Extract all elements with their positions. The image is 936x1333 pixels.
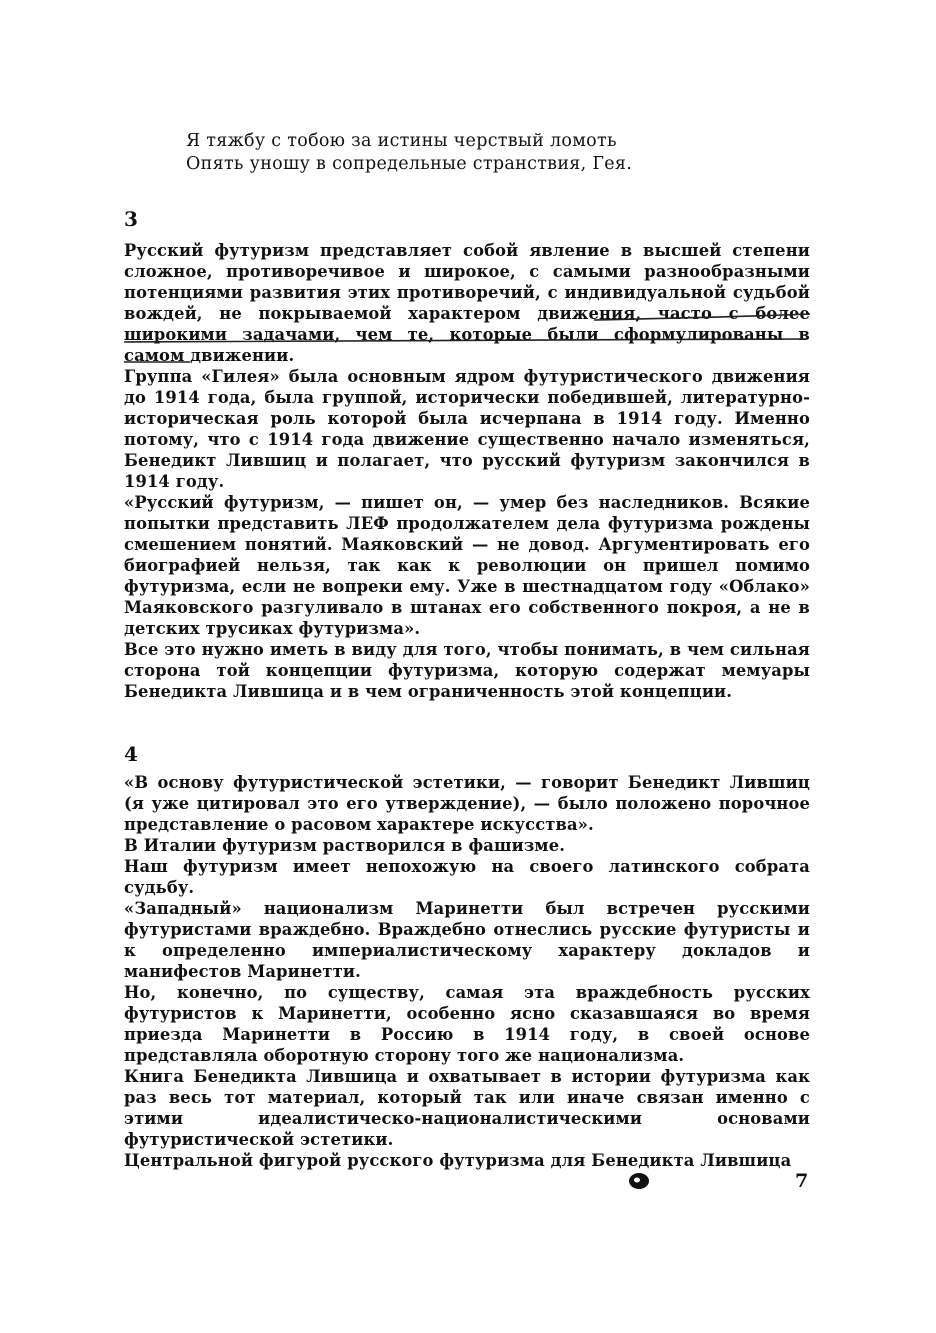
paragraph: Русский футуризм представляет собой явление в высшей степени сложное, противоречивое и широкое, с самыми разнообразными потенциями развития этих противоречий, с индивидуальной судьбой вождей, не покрываемой характером движения, часто с более широкими задачами, чем те, которые были сформулированы в самом движении. [124,241,810,365]
paragraph: Центральной фигурой русского футуризма для Бенедикта Лившица [124,1151,792,1170]
paragraph: «Западный» национализм Маринетти был встречен русскими футуристами враждебно. Враждебно отнеслись русские футуристы и к определенно империалистическому характеру докладов и манифестов Маринетти. [124,899,810,981]
paragraph: Книга Бенедикта Лившица и охватывает в истории футуризма как раз весь тот материал, который так или иначе связан именно с этими идеалистическо-националистическими основами футуристической эстетики. [124,1067,810,1149]
page-number: 7 [795,1170,809,1192]
paragraph: Все это нужно иметь в виду для того, чтобы понимать, в чем сильная сторона той концепции футуризма, которую содержат мемуары Бенедикта Лившица и в чем ограниченность этой концепции. [124,640,810,701]
handwritten-underline [124,306,814,366]
paragraph: Группа «Гилея» была основным ядром футуристического движения до 1914 года, была группой, исторически победившей, литературно-историческая роль которой была исчерпана в 1914 году. Именно потому, что с 1914 года движение существенно начало изменяться, Бенедикт Лившиц и полагает, что русский футуризм закончился в 1914 году. [124,367,810,491]
paragraph: «В основу футуристической эстетики, — говорит Бенедикт Лившиц (я уже цитировал это его утверждение), — было положено порочное представление о расовом характере искусства». [124,773,810,834]
paragraph: «Русский футуризм, — пишет он, — умер без наследников. Всякие попытки представить ЛЕФ продолжателем дела футуризма рождены смешением понятий. Маяковский — не довод. Аргументировать его биографией нельзя, так как к революции он пришел помимо футуризма, если не вопреки ему. Уже в шестнадцатом году «Облако» Маяковского разгуливало в штанах его собственного покроя, а не в детских трусиках футуризма». [124,493,810,638]
epigraph-line: Я тяжбу с тобою за истины черствый ломоть [186,131,617,151]
section-4-text [124,772,810,1171]
paragraph: Но, конечно, по существу, самая эта враждебность русских футуристов к Маринетти, особенно ясно сказавшаяся во время приезда Маринетти в Россию в 1914 году, в своей основе представляла оборотную сторону того же национализма. [124,983,810,1065]
epigraph [186,130,746,176]
section-number: 4 [124,742,138,766]
section-number: 3 [124,207,138,231]
paragraph: Наш футуризм имеет непохожую на своего латинского собрата судьбу. [124,857,810,897]
printer-mark-icon [628,1172,650,1190]
epigraph-line: Опять уношу в сопредельные странствия, Гея. [186,154,633,174]
paragraph: В Италии футуризм растворился в фашизме. [124,836,566,855]
